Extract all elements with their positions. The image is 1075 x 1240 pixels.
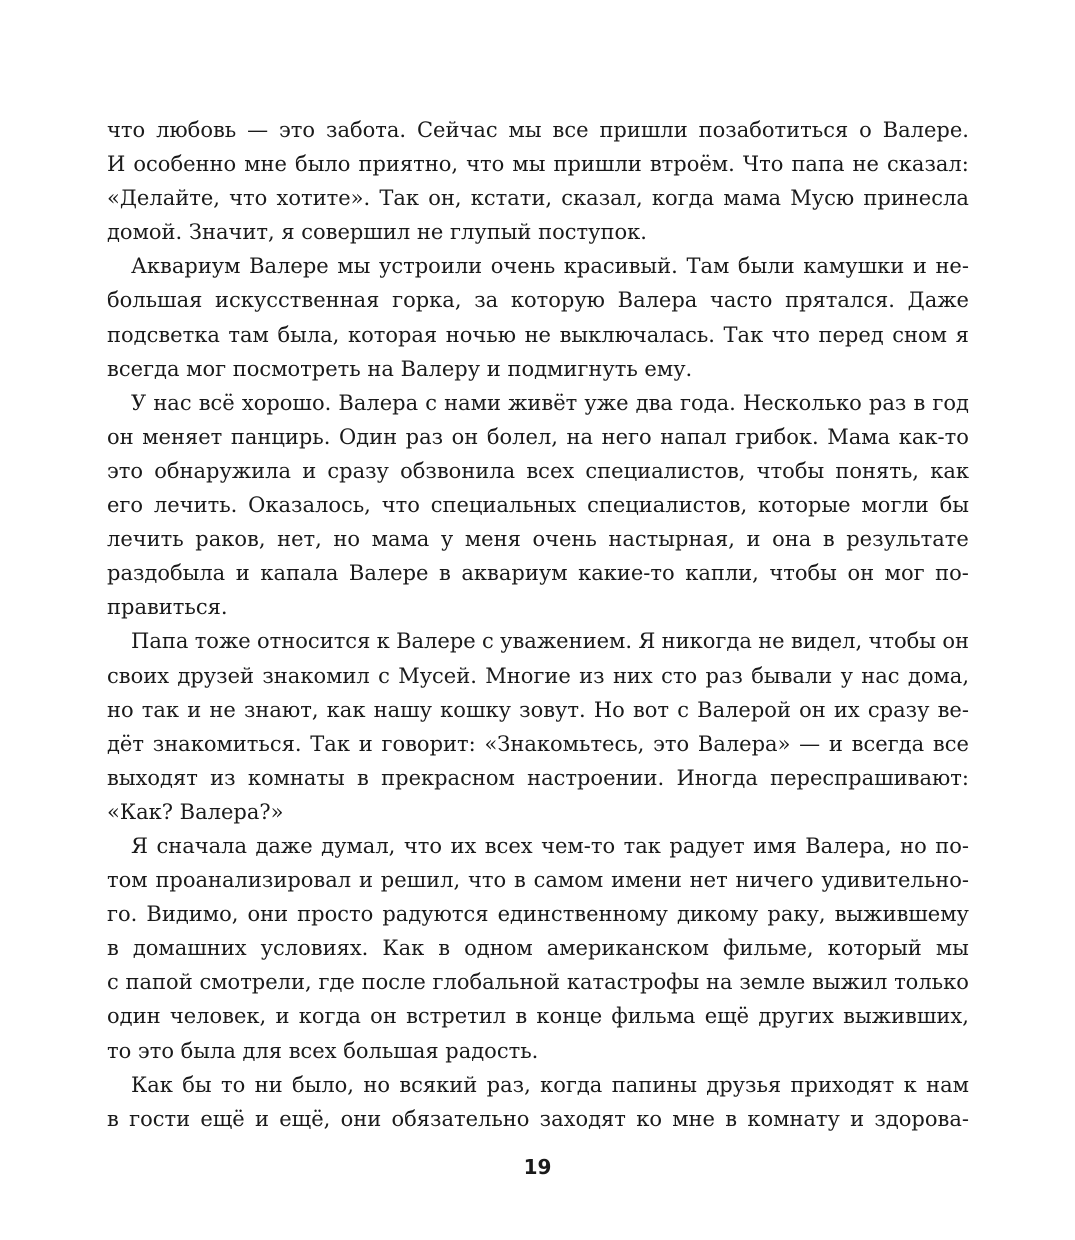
text-line: большая искусственная горка, за которую Валера часто прятался. Даже — [107, 288, 969, 313]
text-line: Папа тоже относится к Валере с уважением. Я никогда не видел, чтобы он — [131, 629, 969, 654]
text-line: его лечить. Оказалось, что специальных специалистов, которые могли бы — [107, 493, 969, 518]
text-line: «Как? Валера?» — [107, 799, 284, 824]
text-line: Как бы то ни было, но всякий раз, когда папины друзья приходят к нам — [131, 1072, 969, 1097]
text-line: го. Видимо, они просто радуются единственному дикому раку, выжившему — [107, 902, 969, 927]
text-line: один человек, и когда он встретил в конце фильма ещё других выживших, — [107, 1004, 969, 1029]
text-line: выходят из комнаты в прекрасном настроении. Иногда переспрашивают: — [107, 765, 969, 790]
text-line: всегда мог посмотреть на Валеру и подмигнуть ему. — [107, 356, 693, 381]
text-line: лечить раков, нет, но мама у меня очень настырная, и она в результате — [107, 527, 969, 552]
page-number: 19 — [523, 1155, 552, 1179]
text-line: домой. Значит, я совершил не глупый поступок. — [107, 220, 647, 245]
text-line: правиться. — [107, 595, 228, 620]
text-line: что любовь — это забота. Сейчас мы все пришли позаботиться о Валере. — [107, 118, 969, 142]
text-line: с папой смотрели, где после глобальной катастрофы на земле выжил только — [107, 970, 969, 995]
text-line: то это была для всех большая радость. — [107, 1038, 539, 1063]
text-line: Я сначала даже думал, что их всех чем-то так радует имя Валера, но по- — [131, 833, 969, 858]
text-line: это обнаружила и сразу обзвонила всех специалистов, чтобы понять, как — [107, 458, 969, 483]
text-line: Аквариум Валере мы устроили очень красивый. Там были камушки и не- — [131, 254, 969, 279]
text-line: в гости ещё и ещё, они обязательно заходят ко мне в комнату и здорова- — [107, 1106, 969, 1131]
text-line: том проанализировал и решил, что в самом имени нет ничего удивительно- — [107, 868, 969, 893]
text-line: У нас всё хорошо. Валера с нами живёт уже два года. Несколько раз в год — [131, 390, 969, 415]
text-line: своих друзей знакомил с Мусей. Многие из них сто раз бывали у нас дома, — [107, 663, 969, 688]
text-line: но так и не знают, как нашу кошку зовут. Но вот с Валерой он их сразу ве- — [107, 697, 969, 722]
text-line: раздобыла и капала Валере в аквариум какие-то капли, чтобы он мог по- — [107, 561, 969, 586]
text-line: «Делайте, что хотите». Так он, кстати, сказал, когда мама Мусю принесла — [107, 186, 969, 211]
body-text — [107, 113, 969, 1136]
text-line: И особенно мне было приятно, что мы пришли втроём. Что папа не сказал: — [107, 152, 969, 177]
text-line: в домашних условиях. Как в одном американском фильме, который мы — [107, 936, 969, 961]
text-line: дёт знакомиться. Так и говорит: «Знакомьтесь, это Валера» — и всегда все — [107, 731, 969, 756]
text-line: он меняет панцирь. Один раз он болел, на него напал грибок. Мама как-то — [107, 424, 969, 449]
text-line: подсветка там была, которая ночью не выключалась. Так что перед сном я — [107, 322, 969, 347]
